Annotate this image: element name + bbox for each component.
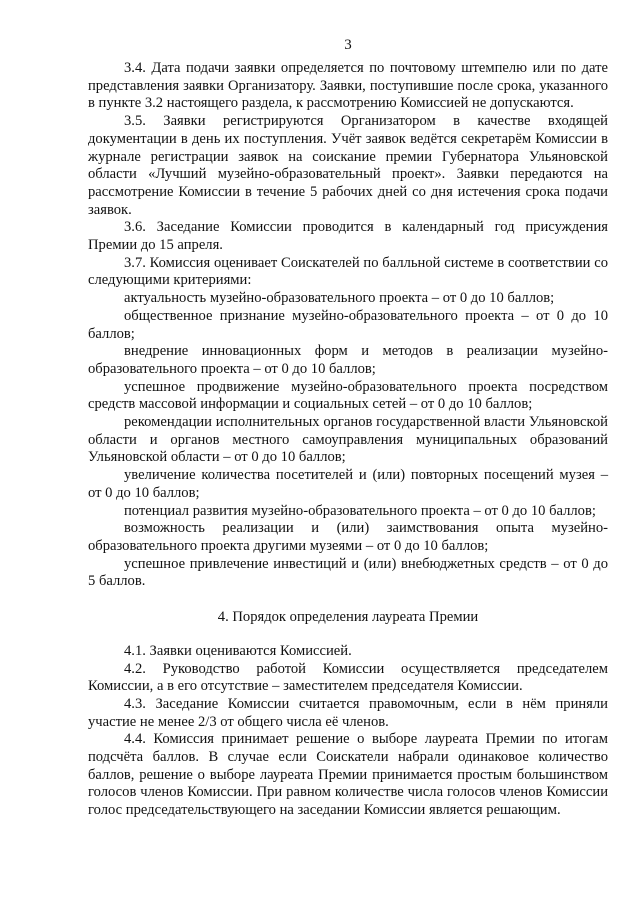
- criterion-experience-adoption: возможность реализации и (или) заимствования опыта музейно-образовательного проекта другими музеями – от 0 до 10 баллов;: [88, 520, 608, 554]
- paragraph-3-5: 3.5. Заявки регистрируются Организатором в качестве входящей документации в день их поступления. Учёт заявок ведётся секретарём Комиссии в журнале регистрации заявок на соискание премии Губернатора Ульяновской области «Лучший музейно-образовательный проект». Заявки передаются на рассмотрение Комиссии в течение 5 рабочих дней со дня истечения срока подачи заявок.: [88, 113, 608, 218]
- criterion-public-recognition: общественное признание музейно-образовательного проекта – от 0 до 10 баллов;: [88, 307, 608, 342]
- section-4-heading: 4. Порядок определения лауреата Премии: [217, 609, 479, 626]
- paragraph-4-4: 4.4. Комиссия принимает решение о выборе лауреата Премии по итогам подсчёта баллов. В случае если Соискатели набрали одинаковое количество баллов, решение о выборе лауреата Премии принимается простым большинством голосов членов Комиссии. При равном количестве числа голосов членов Комиссии голос председательствующего на заседании Комиссии является решающим.: [88, 731, 608, 819]
- paragraph-4-3: 4.3. Заседание Комиссии считается правомочным, если в нём приняли участие не менее 2/3 от общего числа её членов.: [88, 695, 608, 730]
- criterion-recommendations: рекомендации исполнительных органов государственной власти Ульяновской области и органов местного самоуправления муниципальных образований Ульяновской области – от 0 до 10 баллов;: [88, 414, 608, 466]
- criterion-media-promotion: успешное продвижение музейно-образовательного проекта посредством средств массовой информации и социальных сетей – от 0 до 10 баллов;: [88, 378, 608, 413]
- paragraph-3-6: 3.6. Заседание Комиссии проводится в календарный год присуждения Премии до 15 апреля.: [88, 219, 608, 254]
- criterion-investments: успешное привлечение инвестиций и (или) внебюджетных средств – от 0 до 5 баллов.: [88, 555, 608, 590]
- paragraph-3-4: 3.4. Дата подачи заявки определяется по почтовому штемпелю или по дате представления заявки Организатору. Заявки, поступившие после срока, указанного в пункте 3.2 настоящего раздела, к рассмотрению Комиссией не допускаются.: [88, 60, 608, 112]
- paragraph-4-1: 4.1. Заявки оцениваются Комиссией.: [124, 642, 352, 659]
- criterion-relevance: актуальность музейно-образовательного проекта – от 0 до 10 баллов;: [124, 290, 555, 307]
- paragraph-4-2: 4.2. Руководство работой Комиссии осуществляется председателем Комиссии, а в его отсутствие – заместителем председателя Комиссии.: [88, 660, 608, 695]
- page-number: 3: [344, 37, 352, 53]
- criterion-visitors: увеличение количества посетителей и (или) повторных посещений музея – от 0 до 10 баллов;: [88, 467, 608, 501]
- criterion-development-potential: потенциал развития музейно-образовательного проекта – от 0 до 10 баллов;: [124, 502, 596, 519]
- document-page: [88, 36, 608, 820]
- paragraph-3-7: 3.7. Комиссия оценивает Соискателей по балльной системе в соответствии со следующими критериями:: [88, 254, 608, 289]
- criterion-innovation: внедрение инновационных форм и методов в реализации музейно-образовательного проекта – от 0 до 10 баллов;: [88, 343, 608, 377]
